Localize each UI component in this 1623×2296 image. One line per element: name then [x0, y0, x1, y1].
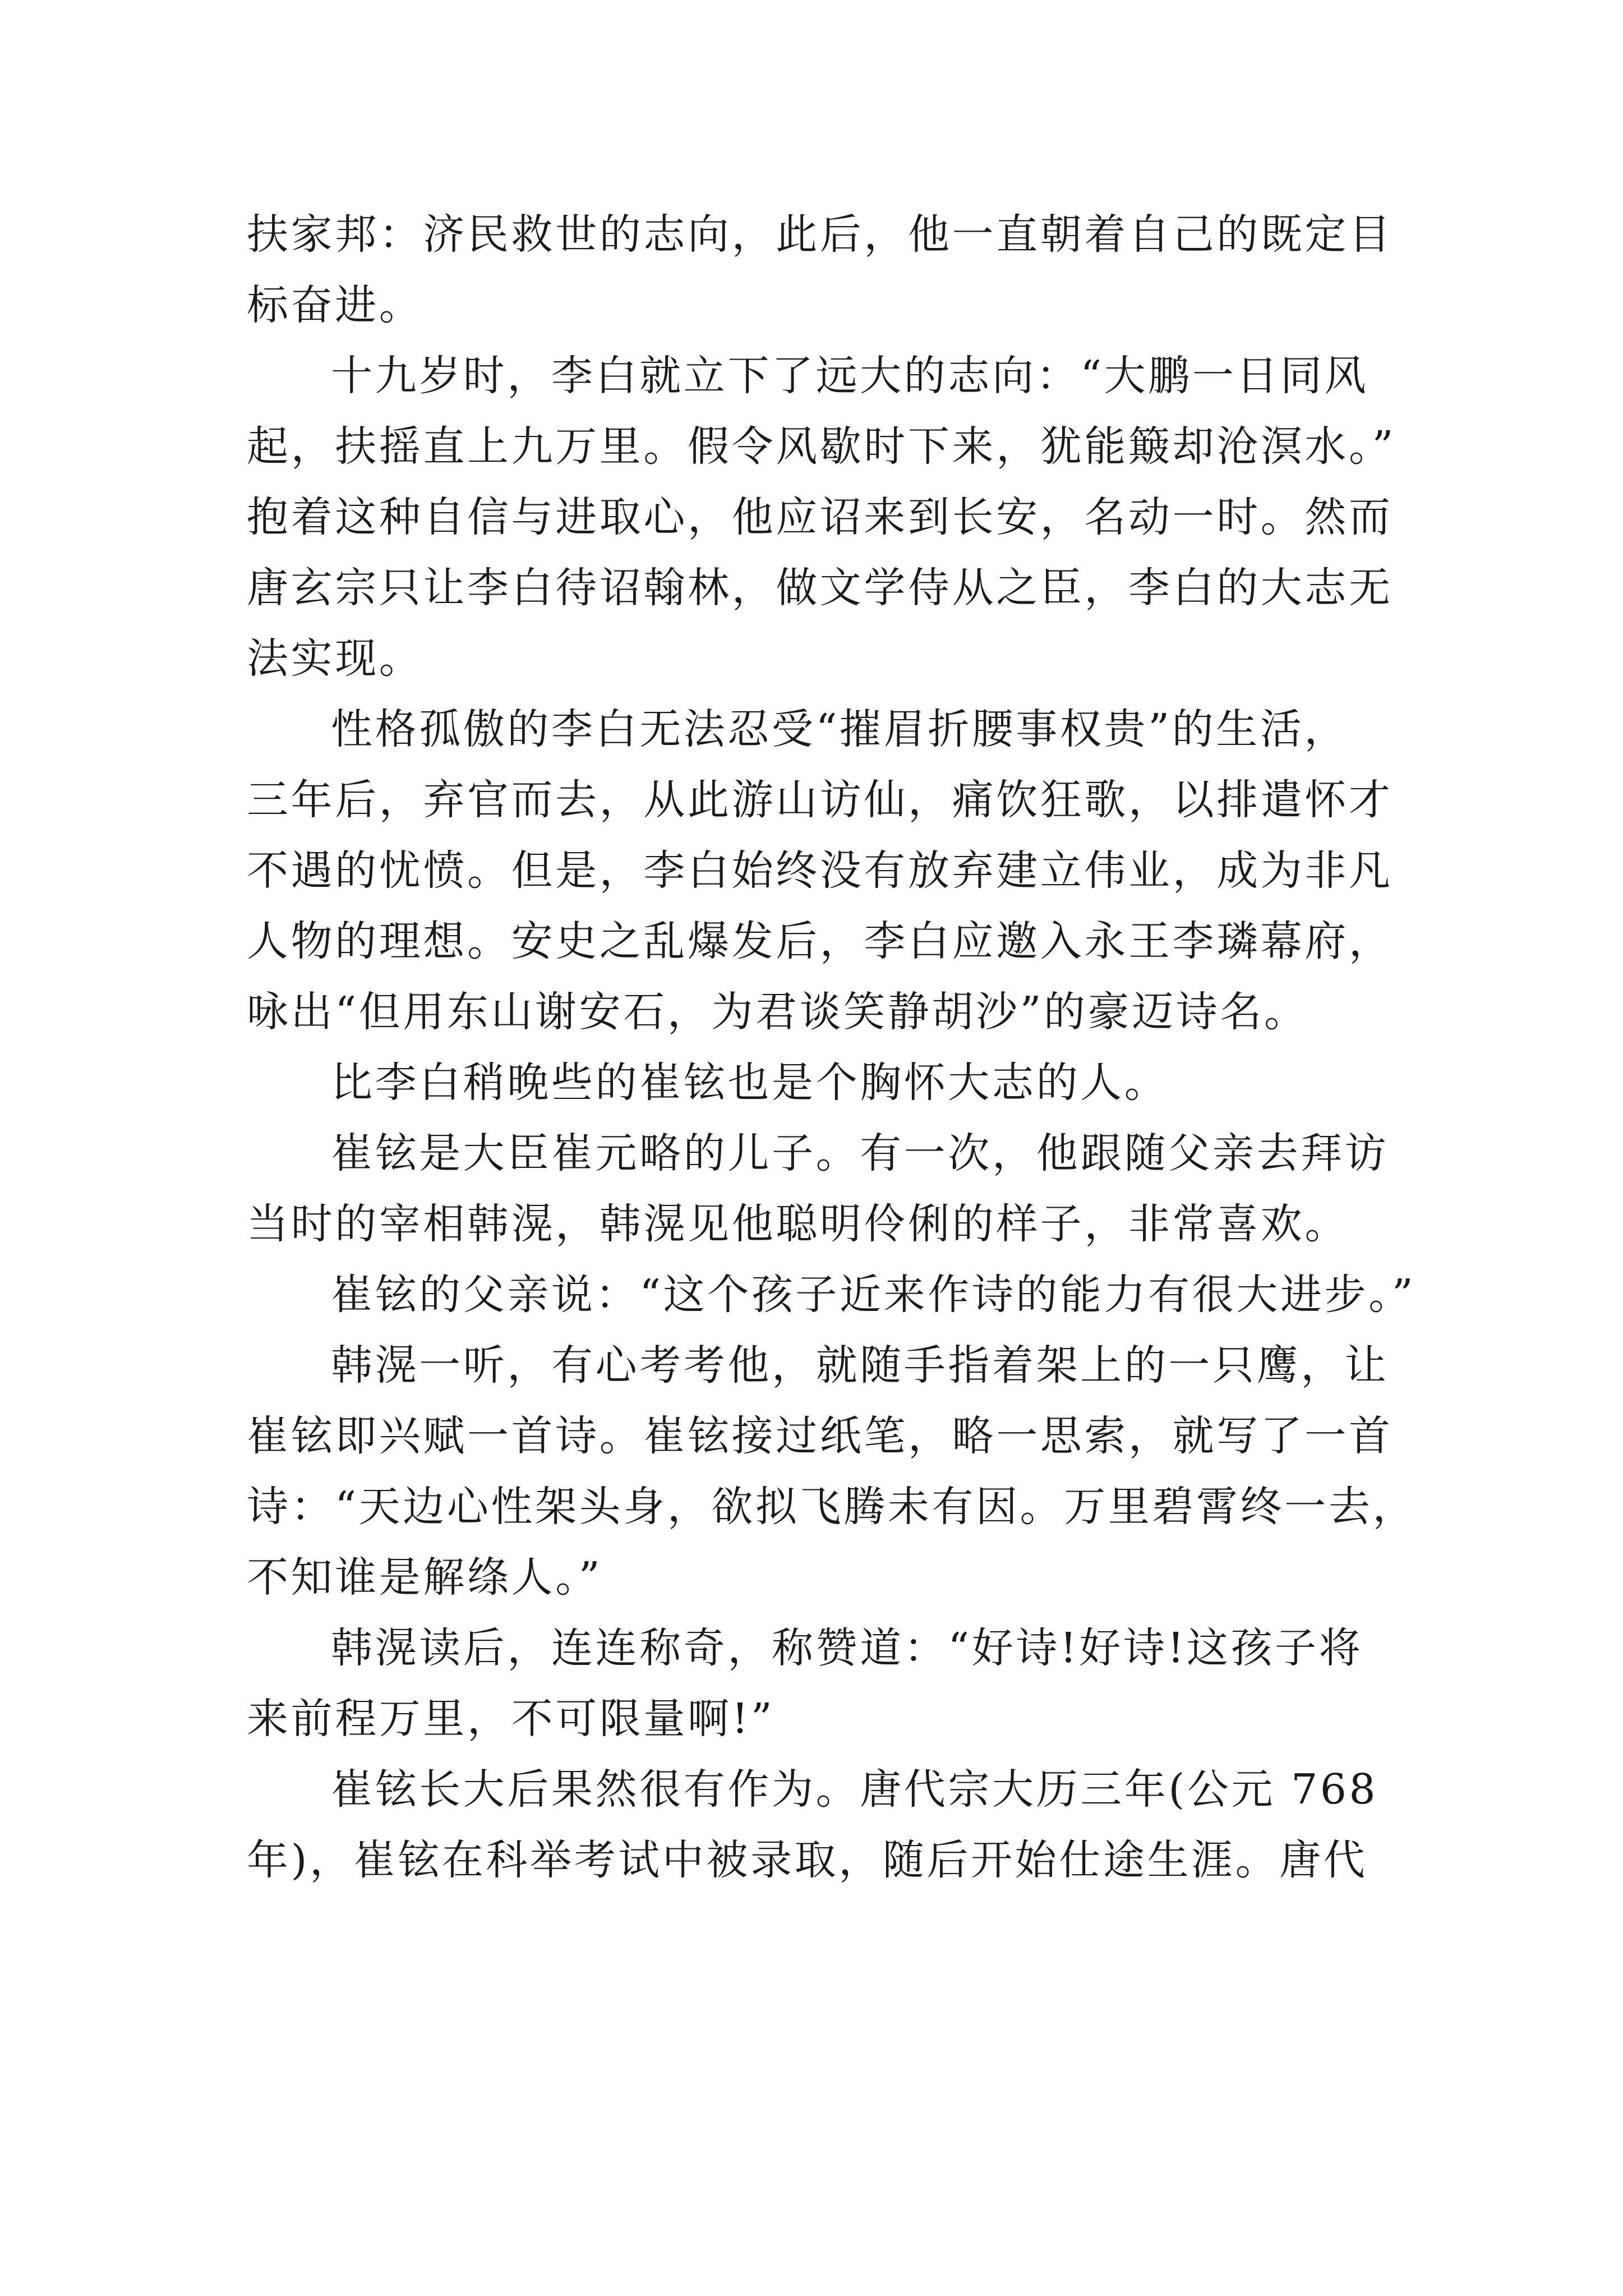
paragraph-first-line: 韩滉一听，有心考考他，就随手指着架上的一只鹰，让: [331, 1341, 1389, 1389]
text-line: 抱着这种自信与进取心，他应诏来到长安，名动一时。然而: [247, 493, 1393, 541]
text-line: 崔铉即兴赋一首诗。崔铉接过纸笔，略一思索，就写了一首: [247, 1412, 1393, 1460]
paragraph-first-line: 崔铉长大后果然很有作为。唐代宗大历三年(公元 768: [331, 1765, 1378, 1814]
text-line: 诗：“天边心性架头身，欲拟飞腾未有因。万里碧霄终一去，: [247, 1483, 1417, 1531]
document-body: [247, 199, 1417, 1895]
text-line: 标奋进。: [247, 281, 423, 329]
paragraph-first-line: 崔铉是大臣崔元略的儿子。有一次，他跟随父亲去拜访: [331, 1129, 1389, 1177]
paragraph-first-line: 性格孤傲的李白无法忍受“摧眉折腰事权贵”的生活，: [331, 705, 1349, 753]
text-line: 不遇的忧愤。但是，李白始终没有放弃建立伟业，成为非凡: [247, 846, 1393, 895]
text-line: 三年后，弃官而去，从此游山访仙，痛饮狂歌，以排遣怀才: [247, 776, 1393, 824]
paragraph-first-line: 崔铉的父亲说：“这个孩子近来作诗的能力有很大进步。”: [331, 1271, 1416, 1319]
text-line: 不知谁是解绦人。”: [247, 1553, 603, 1602]
paragraph-first-line: 十九岁时，李白就立下了远大的志向：“大鹏一日同风: [331, 352, 1369, 400]
text-line: 咏出“但用东山谢安石，为君谈笑静胡沙”的豪迈诗名。: [247, 988, 1308, 1036]
text-line: 起，扶摇直上九万里。假令风歇时下来，犹能簸却沧溟水。”: [247, 422, 1396, 471]
text-line: 扶家邦：济民救世的志向，此后，他一直朝着自己的既定目: [247, 210, 1393, 259]
text-line: 法实现。: [247, 634, 423, 683]
text-line: 当时的宰相韩滉，韩滉见他聪明伶俐的样子，非常喜欢。: [247, 1200, 1349, 1248]
paragraph-first-line: 韩滉读后，连连称奇，称赞道：“好诗!好诗!这孩子将: [331, 1624, 1363, 1672]
text-line: 唐玄宗只让李白待诏翰林，做文学侍从之臣，李白的大志无: [247, 564, 1393, 612]
text-line: 人物的理想。安史之乱爆发后，李白应邀入永王李璘幕府，: [247, 917, 1393, 965]
paragraph-first-line: 比李白稍晚些的崔铉也是个胸怀大志的人。: [331, 1059, 1169, 1107]
text-line: 来前程万里，不可限量啊!”: [247, 1695, 775, 1743]
text-line: 年)，崔铉在科举考试中被录取，随后开始仕途生涯。唐代: [247, 1836, 1368, 1884]
